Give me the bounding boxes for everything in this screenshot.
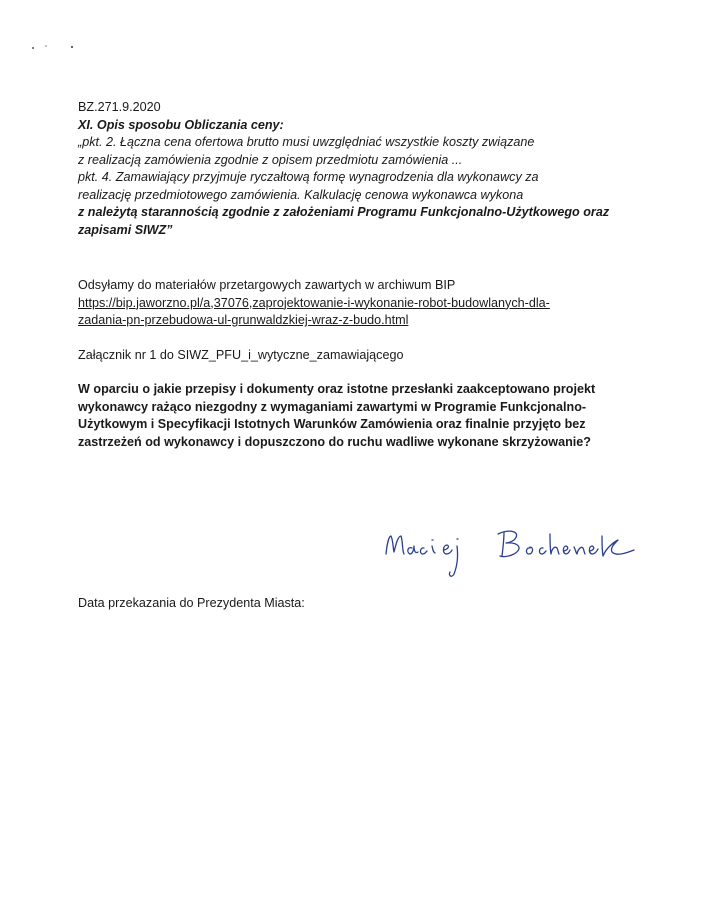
handwritten-signature <box>378 514 668 584</box>
quote-bold-line: zapisami SIWZ” <box>78 222 173 237</box>
archive-text: Odsyłamy do materiałów przetargowych zawartych w archiwum BIP <box>78 278 456 292</box>
question-block <box>78 381 652 451</box>
question-line: wykonawcy rażąco niezgodny z wymaganiami zawartymi w Programie Funkcjonalno- <box>78 399 587 414</box>
handover-date-label: Data przekazania do Prezydenta Miasta: <box>78 596 305 610</box>
quote-line: z realizacją zamówienia zgodnie z opisem przedmiotu zamówienia ... <box>78 152 463 167</box>
quote-line: realizację przedmiotowego zamówienia. Kalkulację cenowa wykonawca wykona <box>78 187 524 202</box>
question-line: zastrzeżeń od wykonawcy i dopuszczono do ruchu wadliwe wykonane skrzyżowanie? <box>78 434 591 449</box>
quote-bold-line: z należytą starannością zgodnie z założeniami Programu Funkcjonalno-Użytkowego oraz <box>78 205 610 219</box>
question-line: W oparciu o jakie przepisy i dokumenty oraz istotne przesłanki zaakceptowano projekt <box>78 382 596 396</box>
archive-block <box>78 277 652 330</box>
attachment-line: Załącznik nr 1 do SIWZ_PFU_i_wytyczne_zamawiającego <box>78 348 404 362</box>
scan-specks <box>30 40 90 50</box>
quote-line: pkt. 4. Zamawiający przyjmuje ryczałtową formę wynagrodzenia dla wykonawcy za <box>78 170 539 184</box>
reference-block <box>78 99 652 239</box>
bip-link[interactable]: zadania-pn-przebudowa-ul-grunwaldzkiej-wraz-z-budo.html <box>78 313 409 327</box>
bip-link[interactable]: https://bip.jaworzno.pl/a,37076,zaprojektowanie-i-wykonanie-robot-budowlanych-dla- <box>78 295 550 310</box>
question-line: Użytkowym i Specyfikacji Istotnych Warunków Zamówienia oraz finalnie przyjęto bez <box>78 417 586 431</box>
quote-line: „pkt. 2. Łączna cena ofertowa brutto musi uwzględniać wszystkie koszty związane <box>78 135 535 149</box>
section-title: XI. Opis sposobu Obliczania ceny: <box>78 117 284 132</box>
reference-number: BZ.271.9.2020 <box>78 100 161 114</box>
